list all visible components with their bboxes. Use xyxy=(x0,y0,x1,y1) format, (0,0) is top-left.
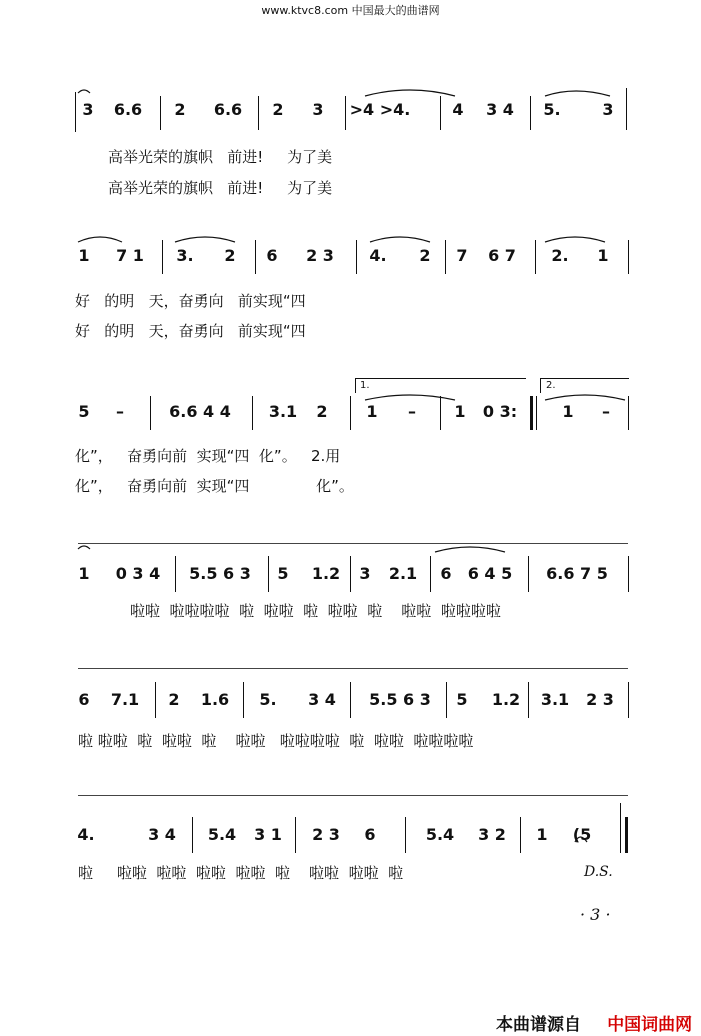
note: – xyxy=(602,402,610,421)
barline xyxy=(75,92,76,132)
note: 1 xyxy=(597,246,609,265)
note: 2 xyxy=(168,690,180,709)
note: 2 3 xyxy=(312,825,340,844)
dal-segno-marking: D.S. xyxy=(584,864,613,880)
lyrics-verse-2: 化”， 奋勇向前 实现“四 化”。 xyxy=(75,477,354,495)
barline xyxy=(440,396,441,430)
note: 2 xyxy=(419,246,431,265)
barline xyxy=(520,817,521,853)
barline xyxy=(150,396,151,430)
note: (5 xyxy=(572,825,592,844)
barline xyxy=(535,240,536,274)
note: 4. xyxy=(369,246,387,265)
lyrics-verse-1: 化”， 奋勇向前 实现“四 化”。 2.用 xyxy=(75,447,341,465)
note: 2 xyxy=(316,402,328,421)
note: 1.2 xyxy=(491,690,521,709)
barline xyxy=(445,240,446,274)
note: 3.1 xyxy=(540,690,570,709)
lyrics-verse-1: 好 的明 天，奋勇向 前实现“四 xyxy=(75,292,306,310)
note: 3 xyxy=(82,100,94,119)
note: 4. xyxy=(77,825,95,844)
second-ending-label: 2. xyxy=(546,380,556,391)
lyrics-refrain: 啦 啦啦 啦 啦啦 啦 啦啦 啦啦啦啦 啦 啦啦 啦啦啦啦 xyxy=(78,732,474,750)
lyrics-refrain: 啦 啦啦 啦啦 啦啦 啦啦 啦 啦啦 啦啦 啦 xyxy=(78,864,404,882)
note: 7 xyxy=(456,246,468,265)
barline xyxy=(258,96,259,130)
note: 6.6 xyxy=(113,100,143,119)
note: 3 1 xyxy=(254,825,282,844)
barline xyxy=(243,682,244,718)
note: 6 xyxy=(364,825,376,844)
first-ending-bracket xyxy=(355,378,526,393)
lyrics-verse-1: 高举光荣的旗帜 前进! 为了美 xyxy=(108,148,333,166)
note: 1 xyxy=(536,825,548,844)
note: 1.6 xyxy=(200,690,230,709)
note: 1 xyxy=(366,402,378,421)
note: 5 xyxy=(277,564,289,583)
system-1 xyxy=(0,100,701,130)
note: 6 xyxy=(266,246,278,265)
note: – xyxy=(116,402,124,421)
barline xyxy=(620,803,621,853)
system-2 xyxy=(0,246,701,276)
note: 3.1 xyxy=(268,402,298,421)
system-6 xyxy=(0,825,701,855)
note: 0 3 4 xyxy=(115,564,161,583)
note: 5.4 xyxy=(207,825,237,844)
note: 5.5 6 3 xyxy=(189,564,251,583)
barline xyxy=(536,396,537,430)
note: 6 4 5 xyxy=(467,564,513,583)
note: 7.1 xyxy=(110,690,140,709)
barline xyxy=(162,240,163,274)
barline xyxy=(530,96,531,130)
barline xyxy=(440,96,441,130)
barline xyxy=(350,682,351,718)
note: >4 >4. xyxy=(349,100,411,119)
first-ending-label: 1. xyxy=(360,380,370,391)
note: 5 xyxy=(456,690,468,709)
barline xyxy=(175,556,176,592)
footer-site-name: 中国词曲网 xyxy=(607,1015,693,1035)
barline xyxy=(528,682,529,718)
note: 7 1 xyxy=(116,246,144,265)
note: 3 4 xyxy=(308,690,336,709)
staff-guide-line xyxy=(78,668,628,669)
note: 1.2 xyxy=(311,564,341,583)
note: 3 4 xyxy=(486,100,514,119)
barline xyxy=(345,96,346,130)
note: 5. xyxy=(259,690,277,709)
system-4 xyxy=(0,564,701,594)
note: 5.5 6 3 xyxy=(369,690,431,709)
barline xyxy=(252,396,253,430)
barline xyxy=(350,396,351,430)
final-barline xyxy=(625,817,628,853)
lyrics-verse-2: 高举光荣的旗帜 前进! 为了美 xyxy=(108,179,333,197)
note: 4 xyxy=(452,100,464,119)
note: 6 7 xyxy=(488,246,516,265)
footer-source-label: 本曲谱源自 xyxy=(496,1015,581,1035)
note: 2 xyxy=(224,246,236,265)
barline xyxy=(430,556,431,592)
staff-guide-line xyxy=(78,543,628,544)
barline xyxy=(268,556,269,592)
note: 1 xyxy=(562,402,574,421)
barline xyxy=(626,88,627,130)
note: 5. xyxy=(543,100,561,119)
note: 5 xyxy=(78,402,90,421)
barline xyxy=(192,817,193,853)
page-footer xyxy=(496,1010,692,1035)
barline xyxy=(255,240,256,274)
note: 6.6 4 4 xyxy=(169,402,231,421)
barline xyxy=(295,817,296,853)
lyrics-verse-2: 好 的明 天，奋勇向 前实现“四 xyxy=(75,322,306,340)
note: 3. xyxy=(176,246,194,265)
note: – xyxy=(408,402,416,421)
barline xyxy=(405,817,406,853)
note: 2.1 xyxy=(388,564,418,583)
barline xyxy=(628,240,629,274)
note: 6.6 7 5 xyxy=(546,564,608,583)
note: 2 3 xyxy=(306,246,334,265)
staff-guide-line xyxy=(78,795,628,796)
note: 6 xyxy=(78,690,90,709)
note: 2 xyxy=(174,100,186,119)
system-5 xyxy=(0,690,701,720)
barline xyxy=(356,240,357,274)
barline xyxy=(350,556,351,592)
note: 1 xyxy=(454,402,466,421)
barline xyxy=(628,682,629,718)
system-3 xyxy=(0,402,701,432)
lyrics-refrain: 啦啦 啦啦啦啦 啦 啦啦 啦 啦啦 啦 啦啦 啦啦啦啦 xyxy=(130,602,501,620)
header-tagline: 中国最大的曲谱网 xyxy=(351,4,440,17)
repeat-barline xyxy=(530,396,533,430)
barline xyxy=(446,682,447,718)
note: 3 xyxy=(312,100,324,119)
page-number: · 3 · xyxy=(580,905,611,924)
note: 1 xyxy=(78,246,90,265)
barline xyxy=(160,96,161,130)
note: 3 xyxy=(359,564,371,583)
note: 2. xyxy=(551,246,569,265)
header-url: www.ktvc8.com xyxy=(261,4,349,17)
note: 3 4 xyxy=(148,825,176,844)
note: 3 2 xyxy=(478,825,506,844)
barline xyxy=(628,396,629,430)
note: 2 3 xyxy=(586,690,614,709)
note: 5.4 xyxy=(425,825,455,844)
note: 3 xyxy=(602,100,614,119)
note: 0 3: xyxy=(482,402,518,421)
barline xyxy=(528,556,529,592)
note: 1 xyxy=(78,564,90,583)
note: 6.6 xyxy=(213,100,243,119)
barline xyxy=(628,556,629,592)
note: 6 xyxy=(440,564,452,583)
note: 2 xyxy=(272,100,284,119)
barline xyxy=(155,682,156,718)
